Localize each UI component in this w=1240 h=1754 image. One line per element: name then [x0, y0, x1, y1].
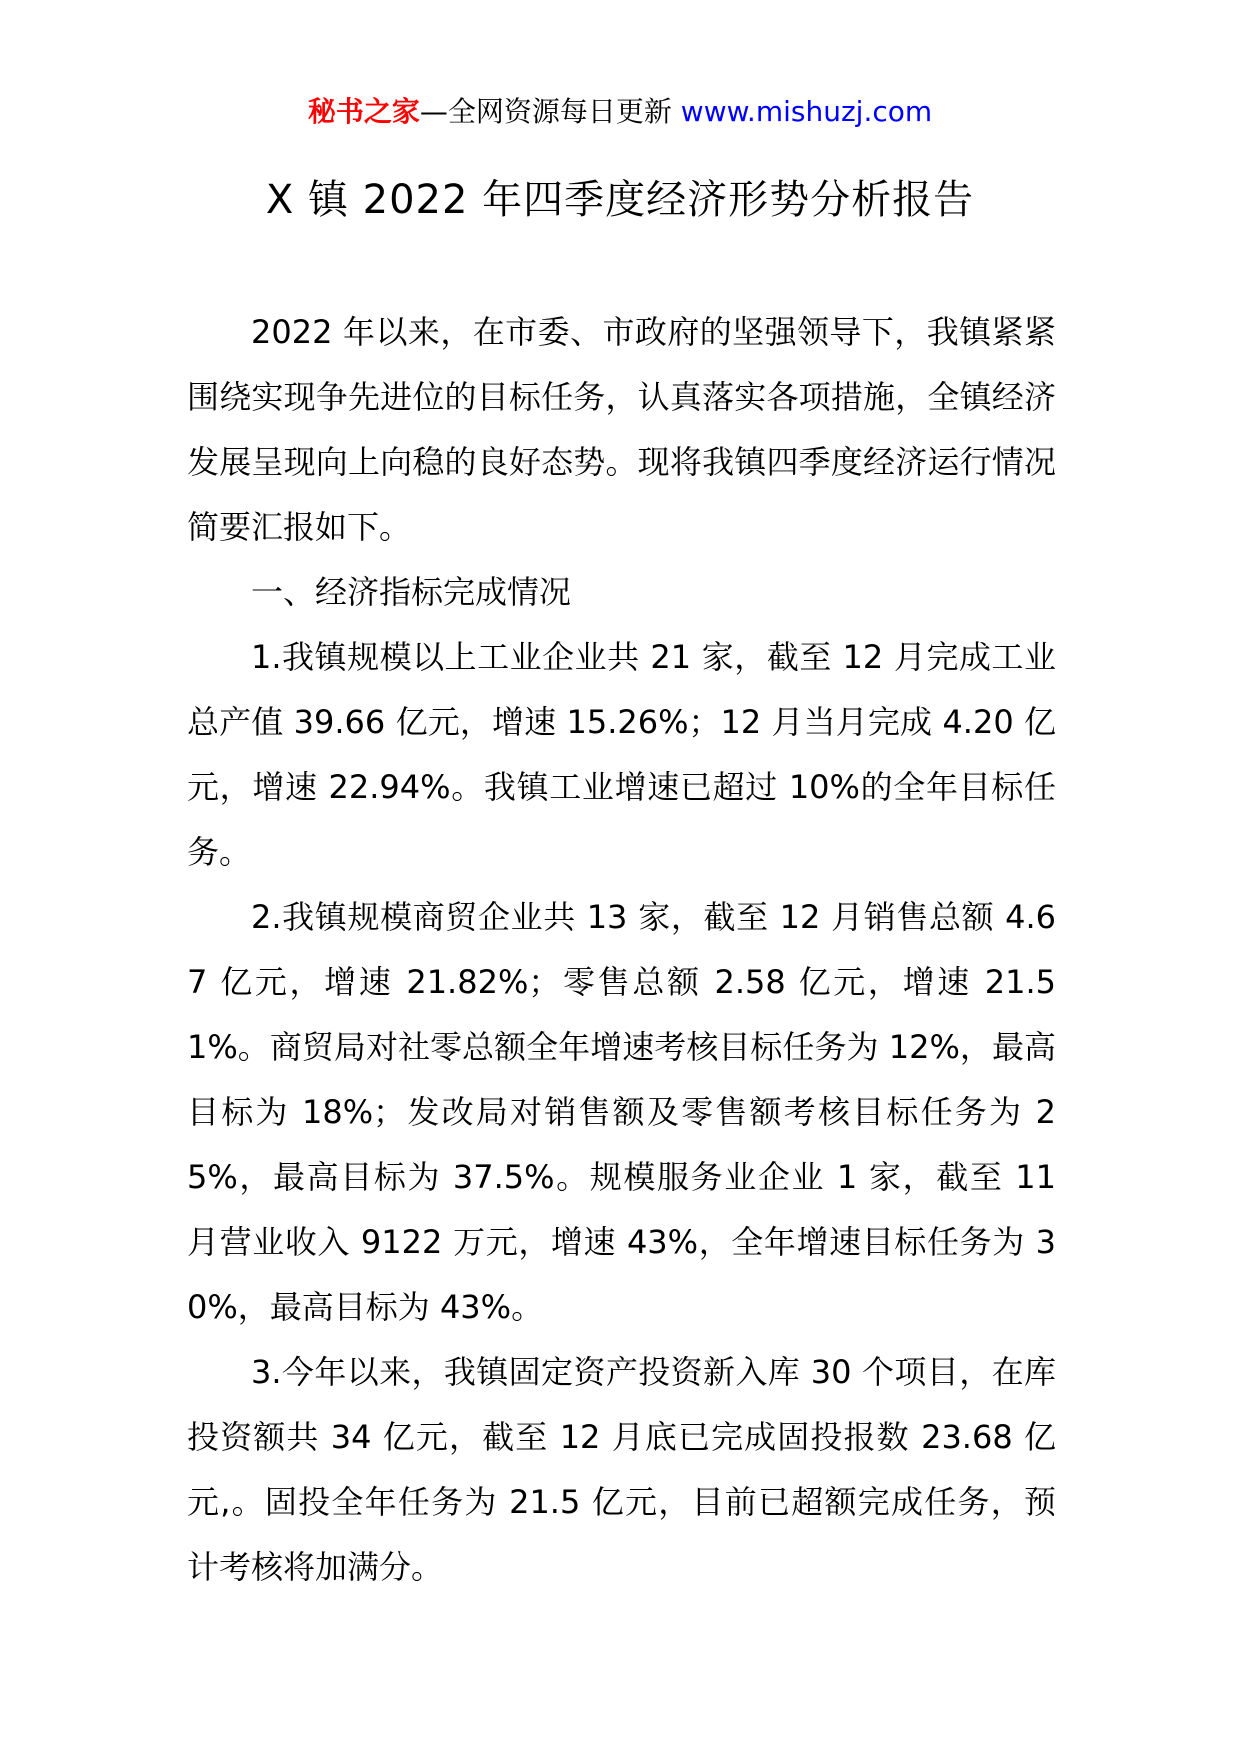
document-title: X 镇 2022 年四季度经济形势分析报告	[265, 177, 975, 223]
document-body	[187, 300, 1056, 1600]
paragraph-industry: 1.我镇规模以上工业企业共 21 家，截至 12 月完成工业总产值 39.66 亿元，增速 15.26%；12 月当月完成 4.20 亿元，增速 22.94%。我镇工业增速已超过 10%的全年目标任务。	[187, 638, 1056, 871]
brand-name: 秘书之家	[307, 95, 420, 128]
header-tagline: —全网资源每日更新	[419, 95, 672, 128]
site-url-link[interactable]: www.mishuzj.com	[680, 95, 933, 128]
paragraph-commerce: 2.我镇规模商贸企业共 13 家，截至 12 月销售总额 4.67 亿元，增速 21.82%；零售总额 2.58 亿元，增速 21.51%。商贸局对社零总额全年增速考核目标任务为 12%，最高目标为 18%；发改局对销售额及零售额考核目标任务为 25%，最高目标为 37.5%。规模服务业企业 1 家，截至 11 月营业收入 9122 万元，增速 43%，全年增速目标任务为 30%，最高目标为 43%。	[187, 898, 1056, 1326]
section-heading: 一、经济指标完成情况	[251, 573, 572, 611]
paragraph-investment: 3.今年以来，我镇固定资产投资新入库 30 个项目，在库投资额共 34 亿元，截至 12 月底已完成固投报数 23.68 亿元,。固投全年任务为 21.5 亿元，目前已超额完成任务，预计考核将加满分。	[187, 1353, 1056, 1586]
site-header	[0, 92, 1240, 132]
paragraph-intro: 2022 年以来，在市委、市政府的坚强领导下，我镇紧紧围绕实现争先进位的目标任务，认真落实各项措施，全镇经济发展呈现向上向稳的良好态势。现将我镇四季度经济运行情况简要汇报如下。	[187, 313, 1056, 546]
